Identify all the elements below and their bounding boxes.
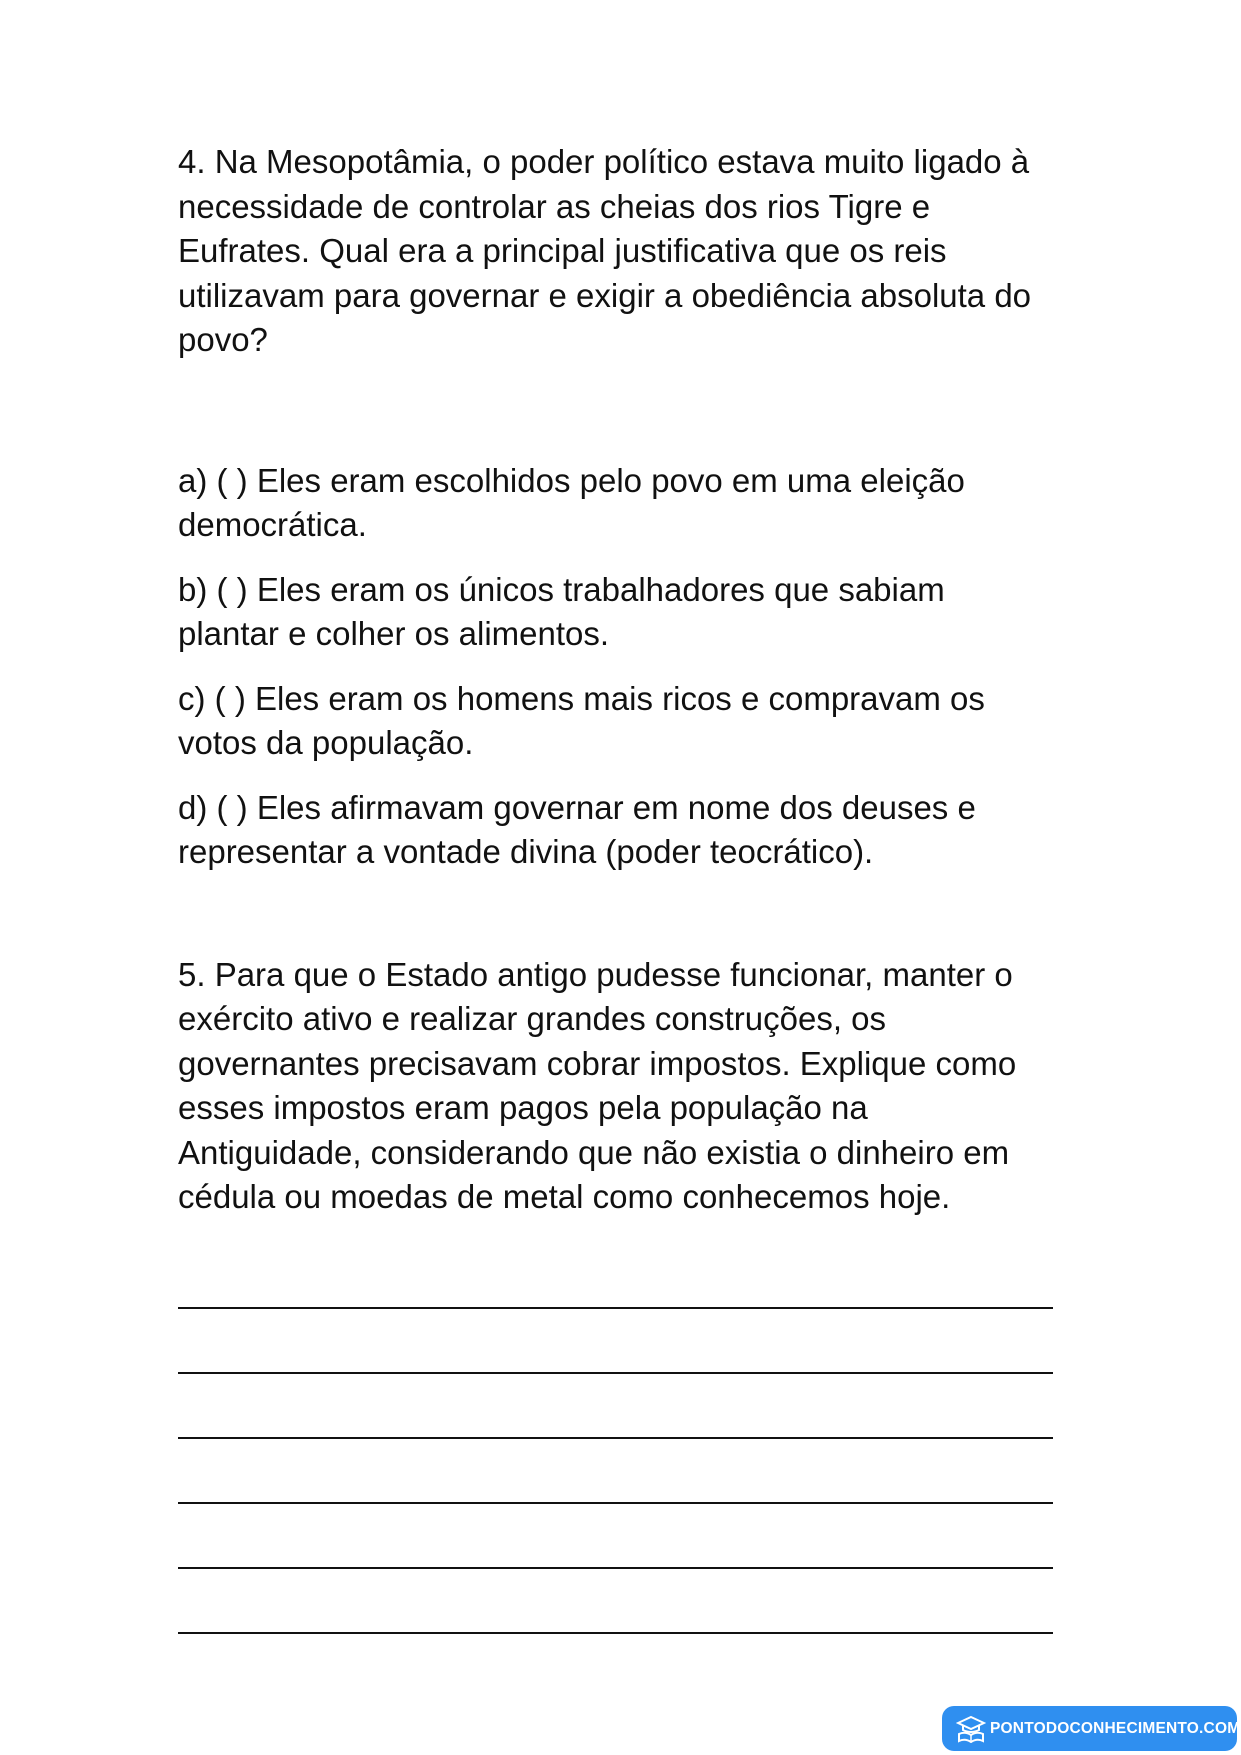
option-b: b) ( ) Eles eram os únicos trabalhadores que sabiam plantar e colher os alimentos. bbox=[178, 570, 945, 652]
question-4-stem: 4. Na Mesopotâmia, o poder político estava muito ligado à necessidade de controlar as cheias dos rios Tigre e Eufrates. Qual era a principal justificativa que os reis utilizavam para governar e exigir a obediência absoluta do povo? bbox=[178, 143, 1032, 358]
answer-lines bbox=[178, 1254, 1058, 1634]
answer-line[interactable] bbox=[178, 1374, 1053, 1439]
answer-line[interactable] bbox=[178, 1569, 1053, 1634]
graduation-book-icon bbox=[956, 1715, 986, 1743]
watermark-text: PONTODOCONHECIMENTO.COM bbox=[990, 1719, 1241, 1737]
option-c: c) ( ) Eles eram os homens mais ricos e compravam os votos da população. bbox=[178, 679, 985, 761]
option-d: d) ( ) Eles afirmavam governar em nome dos deuses e representar a vontade divina (poder teocrático). bbox=[178, 788, 976, 870]
answer-line[interactable] bbox=[178, 1439, 1053, 1504]
answer-line[interactable] bbox=[178, 1504, 1053, 1569]
question-5-stem: 5. Para que o Estado antigo pudesse funcionar, manter o exército ativo e realizar grandes construções, os governantes precisavam cobrar impostos. Explique como esses impostos eram pagos pela população na Antiguidade, considerando que não existia o dinheiro em cédula ou moedas de metal como conhecemos hoje. bbox=[178, 955, 1017, 1215]
option-a: a) ( ) Eles eram escolhidos pelo povo em uma eleição democrática. bbox=[178, 461, 965, 543]
site-watermark bbox=[942, 1706, 1241, 1751]
answer-line[interactable] bbox=[178, 1309, 1053, 1374]
worksheet-content bbox=[178, 140, 1058, 1634]
answer-line[interactable] bbox=[178, 1254, 1053, 1309]
question-4-options bbox=[178, 459, 1058, 875]
